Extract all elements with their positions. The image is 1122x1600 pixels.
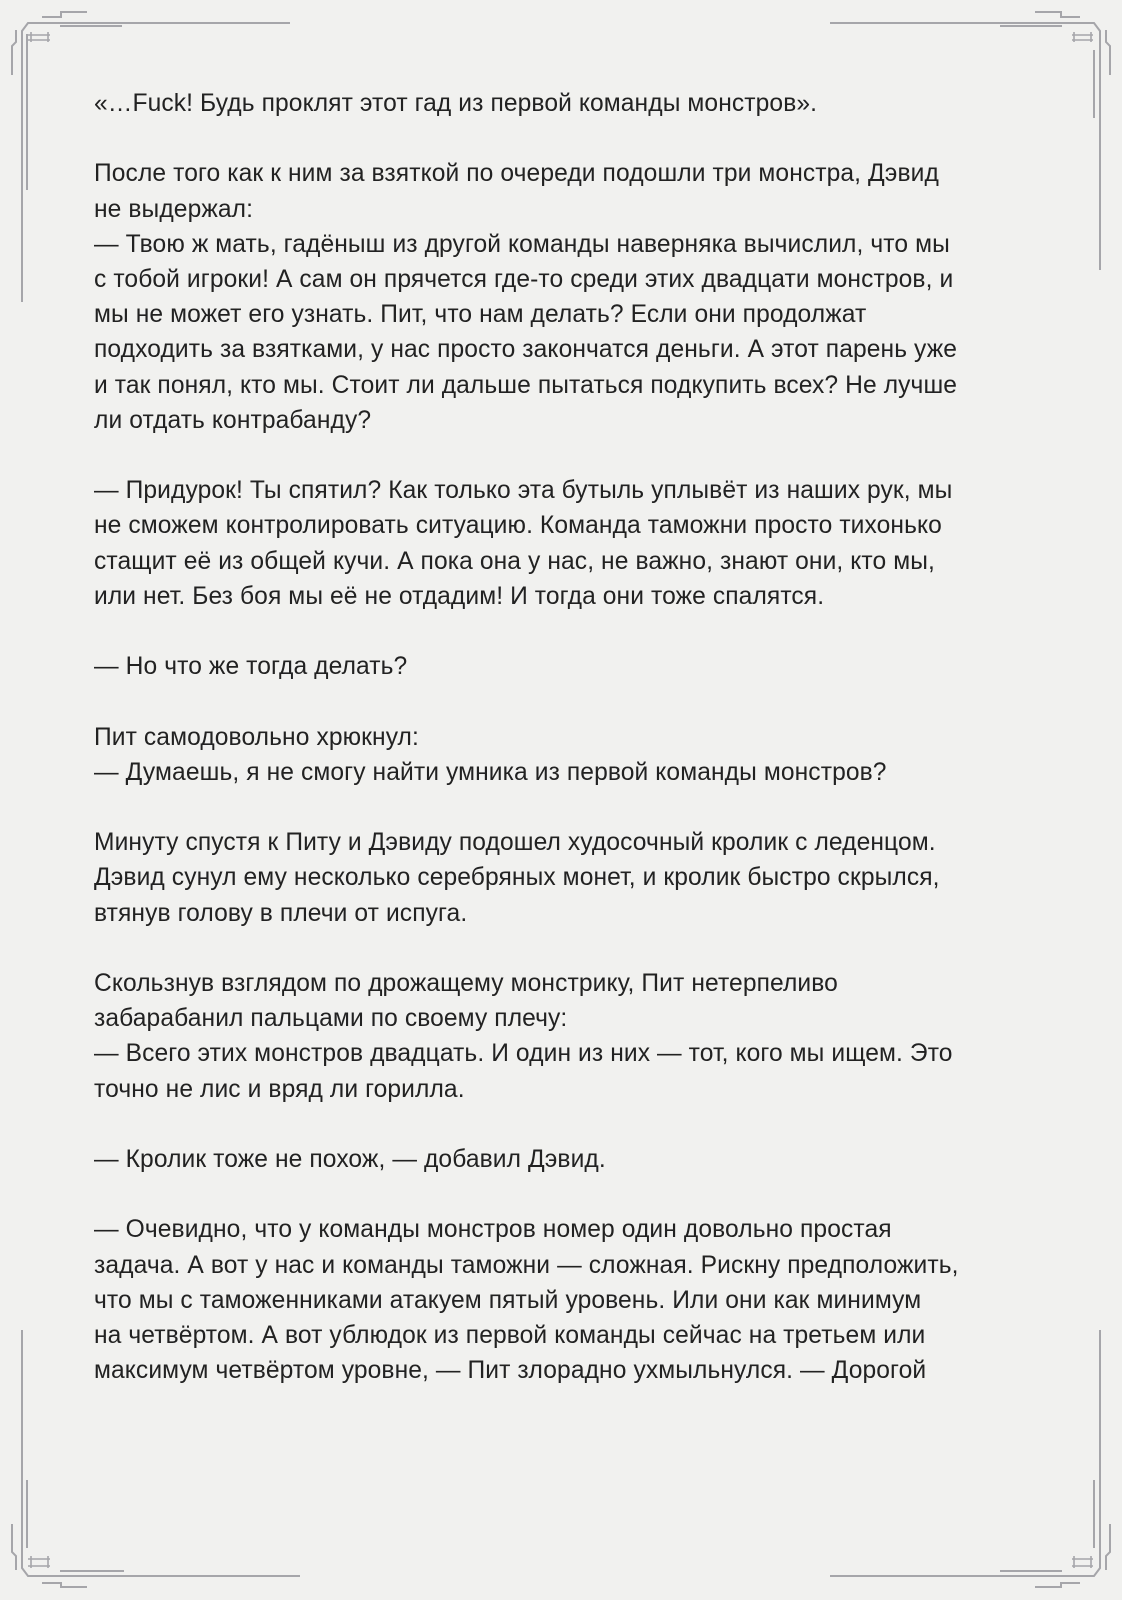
text-line: — Всего этих монстров двадцать. И один из них — тот, кого мы ищем. Это <box>94 1040 953 1068</box>
paragraph <box>94 966 1034 1107</box>
text-line: — Но что же тогда делать? <box>94 653 408 681</box>
text-line: или нет. Без боя мы её не отдадим! И тогда они тоже спалятся. <box>94 582 825 610</box>
paragraph <box>94 720 1034 790</box>
text-line: не выдержал: <box>94 195 254 223</box>
document-body <box>94 86 1034 1424</box>
paragraph <box>94 86 1034 121</box>
text-line: мы не может его узнать. Пит, что нам делать? Если они продолжат <box>94 301 867 329</box>
paragraph <box>94 1212 1034 1388</box>
text-line: Скользнув взглядом по дрожащему монстрику, Пит нетерпеливо <box>94 969 838 997</box>
paragraph <box>94 825 1034 931</box>
text-line: — Твою ж мать, гадёныш из другой команды наверняка вычислил, что мы <box>94 230 950 258</box>
text-line: точно не лис и вряд ли горилла. <box>94 1075 465 1103</box>
text-line: не сможем контролировать ситуацию. Команда таможни просто тихонько <box>94 512 942 540</box>
text-line: втянув голову в плечи от испуга. <box>94 899 468 927</box>
text-line: — Очевидно, что у команды монстров номер один довольно простая <box>94 1216 892 1244</box>
text-line: Минуту спустя к Питу и Дэвиду подошел худосочный кролик с леденцом. <box>94 829 936 857</box>
text-line: — Придурок! Ты спятил? Как только эта бутыль уплывёт из наших рук, мы <box>94 477 953 505</box>
text-line: подходить за взятками, у нас просто закончатся деньги. А этот парень уже <box>94 336 958 364</box>
text-line: задача. А вот у нас и команды таможни — сложная. Рискну предположить, <box>94 1251 959 1279</box>
text-line: ли отдать контрабанду? <box>94 406 372 434</box>
paragraph <box>94 1142 1034 1177</box>
text-line: После того как к ним за взяткой по очереди подошли три монстра, Дэвид <box>94 160 939 188</box>
text-line: — Кролик тоже не похож, — добавил Дэвид. <box>94 1145 606 1173</box>
text-line: максимум четвёртом уровне, — Пит злорадно ухмыльнулся. — Дорогой <box>94 1357 927 1385</box>
text-line: что мы с таможенниками атакуем пятый уровень. Или они как минимум <box>94 1286 922 1314</box>
text-line: стащит её из общей кучи. А пока она у нас, не важно, знают они, кто мы, <box>94 547 935 575</box>
text-line: — Думаешь, я не смогу найти умника из первой команды монстров? <box>94 758 887 786</box>
paragraph <box>94 156 1034 438</box>
text-line: и так понял, кто мы. Стоит ли дальше пытаться подкупить всех? Не лучше <box>94 371 958 399</box>
text-line: забарабанил пальцами по своему плечу: <box>94 1005 568 1033</box>
paragraph <box>94 649 1034 684</box>
text-line: с тобой игроки! А сам он прячется где-то среди этих двадцати монстров, и <box>94 266 954 293</box>
text-line: Пит самодовольно хрюкнул: <box>94 723 419 751</box>
paragraph <box>94 473 1034 614</box>
text-line: «…Fuck! Будь проклят этот гад из первой команды монстров». <box>94 90 818 117</box>
text-line: на четвёртом. А вот ублюдок из первой команды сейчас на третьем или <box>94 1321 926 1349</box>
text-line: Дэвид сунул ему несколько серебряных монет, и кролик быстро скрылся, <box>94 864 940 892</box>
